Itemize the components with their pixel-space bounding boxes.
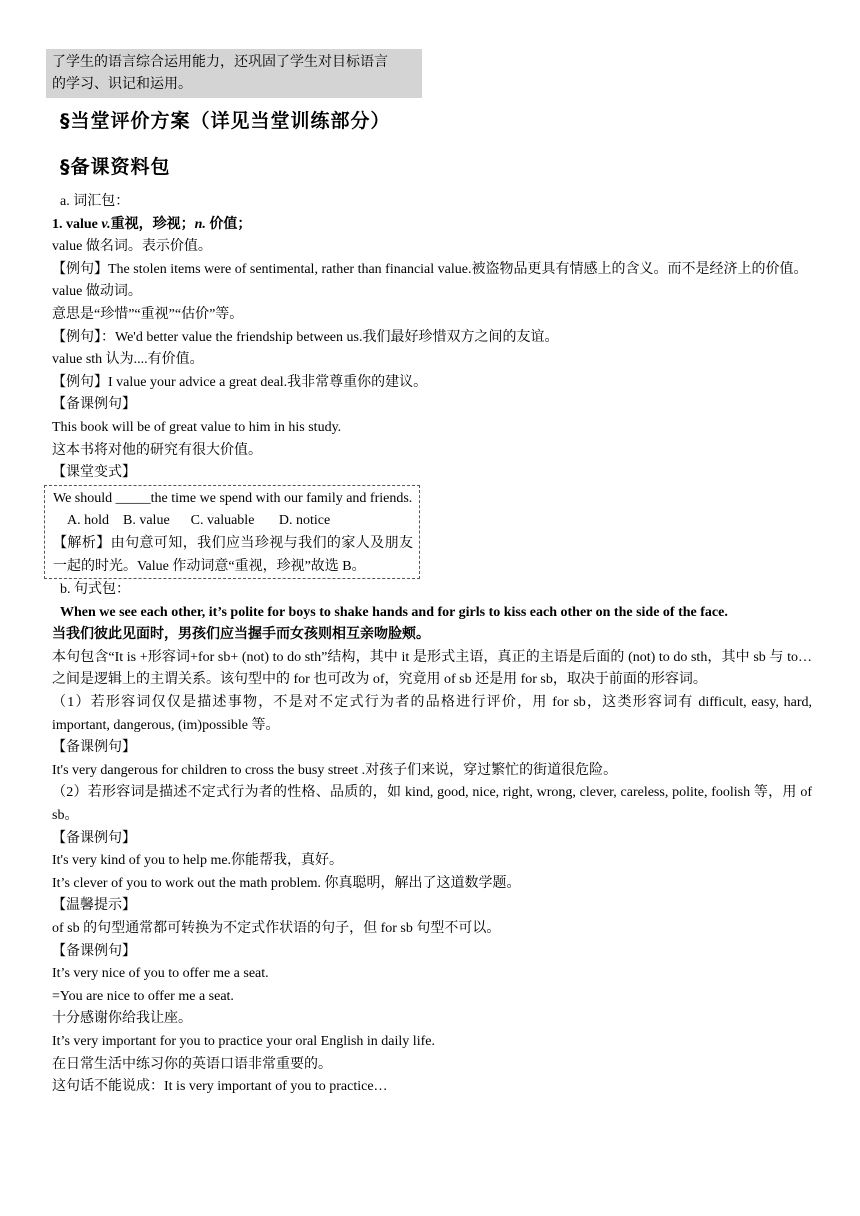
quiz-box	[44, 485, 420, 579]
tip-text: of sb 的句型通常都可转换为不定式作状语的句子，但 for sb 句型不可以。	[52, 921, 501, 936]
evaluation-heading: §当堂评价方案（详见当堂训练部分）	[60, 110, 391, 132]
variation-label: 【课堂变式】	[52, 465, 136, 481]
document-body	[52, 191, 812, 1099]
vocab-entry-title	[52, 214, 812, 237]
prep-example-label: 【备课例句】	[52, 397, 136, 413]
quiz-answer: 【解析】由句意可知，我们应当珍视与我们的家人及朋友一起的时光。Value 作动词意“重视，珍视”故选 B。	[53, 535, 413, 574]
entry-pos-verb: v.	[101, 216, 111, 232]
structure-explanation: 本句包含“It is +形容词+for sb+ (not) to do sth”结构，其中 it 是形式主语，真正的主语是后面的 (not) to do sth，其中 sb 与 to…之间是逻辑上的主谓关系。该句型中的 for 也可改为 of，究竟用 of sb 还是用 for sb，取决于前面的形容词。	[52, 649, 812, 688]
example-translation: 十分感谢你给我让座。	[52, 1011, 192, 1027]
entry-meaning-verb: 重视，珍视；	[110, 216, 195, 232]
key-sentence-cn: 当我们彼此见面时，男孩们应当握手而女孩则相互亲吻脸颊。	[52, 627, 430, 643]
quiz-stem: We should _____the time we spend with our family and friends.	[53, 490, 413, 506]
entry-meaning-noun: 价值；	[205, 216, 252, 232]
example-sentence: It's very kind of you to help me.你能帮我，真好。	[52, 853, 344, 869]
quiz-options: A. hold B. value C. valuable D. notice	[67, 513, 331, 529]
verb-meaning: 意思是“珍惜”“重视”“估价”等。	[52, 306, 244, 322]
prep-example-cn: 这本书将对他的研究有很大价值。	[52, 442, 262, 458]
value-sth-usage: value sth 认为....有价值。	[52, 352, 204, 368]
sentence-section-label: b. 句式包：	[60, 582, 130, 598]
rule-of-sb: （2）若形容词是描述不定式行为者的性格、品质的，如 kind, good, nice, right, wrong, clever, careless, polite, foolish 等，用 of sb。	[52, 785, 812, 824]
example-note: 这句话不能说成：It is very important of you to practice…	[52, 1079, 388, 1095]
example-sentence: It’s very important for you to practice your oral English in daily life.	[52, 1033, 435, 1049]
resources-heading: §备课资料包	[60, 156, 171, 178]
example-sentence: It's very dangerous for children to cross the busy street .对孩子们来说，穿过繁忙的街道很危险。	[52, 762, 618, 778]
prep-example-label: 【备课例句】	[52, 830, 136, 846]
example-translation: 在日常生活中练习你的英语口语非常重要的。	[52, 1056, 332, 1072]
intro-line: 的学习、识记和运用。	[52, 77, 192, 92]
prep-example-label: 【备课例句】	[52, 740, 136, 756]
entry-pos-noun: n.	[194, 216, 206, 232]
example-sentence: 【例句】：We'd better value the friendship between us.我们最好珍惜双方之间的友谊。	[52, 329, 559, 345]
example-sentence: It’s very nice of you to offer me a seat.	[52, 966, 269, 982]
example-sentence: 【例句】I value your advice a great deal.我非常尊重你的建议。	[52, 374, 428, 390]
rule-for-sb: （1）若形容词仅仅是描述事物，不是对不定式行为者的品格进行评价，用 for sb，这类形容词有 difficult, easy, hard, important, dangerous, (im)possible 等。	[52, 695, 812, 733]
prep-example-label: 【备课例句】	[52, 943, 136, 959]
example-sentence: It’s clever of you to work out the math problem. 你真聪明，解出了这道数学题。	[52, 875, 521, 891]
intro-continuation-box	[46, 49, 422, 98]
example-sentence: =You are nice to offer me a seat.	[52, 988, 234, 1004]
prep-example-en: This book will be of great value to him in his study.	[52, 419, 342, 435]
verb-use: value 做动词。	[52, 284, 142, 300]
example-sentence: 【例句】The stolen items were of sentimental, rather than financial value.被盗物品更具有情感上的含义。而不是经济上的价值。	[52, 261, 808, 277]
key-sentence-en: When we see each other, it’s polite for boys to shake hands and for girls to kiss each other on the side of the face.	[60, 604, 728, 620]
vocab-section-label: a. 词汇包：	[60, 194, 130, 209]
noun-use: value 做名词。表示价值。	[52, 239, 212, 255]
entry-number: 1. value	[52, 216, 102, 232]
intro-line: 了学生的语言综合运用能力，还巩固了学生对目标语言	[52, 55, 388, 70]
tip-label: 【温馨提示】	[52, 898, 136, 914]
